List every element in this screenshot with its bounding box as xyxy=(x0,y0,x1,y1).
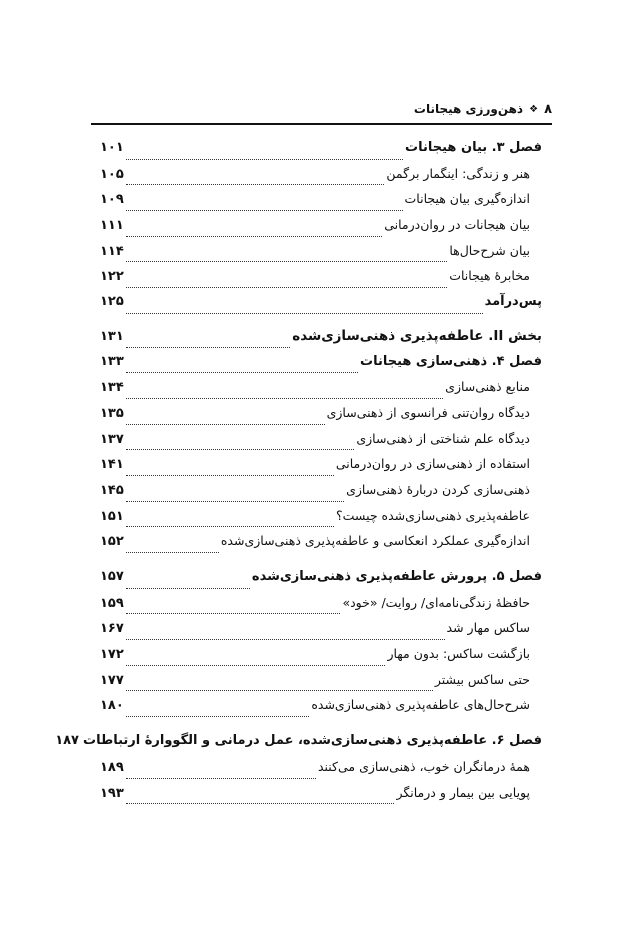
toc-entry-page: ۱۳۷ xyxy=(100,431,124,447)
toc-section-entry xyxy=(100,697,542,723)
toc-entry-page: ۱۲۲ xyxy=(100,269,124,285)
toc-entry-page: ۱۰۹ xyxy=(100,192,124,208)
toc-entry-title: ساکس مهار شد xyxy=(446,620,530,636)
toc-section-entry xyxy=(100,672,542,698)
toc-entry-page: ۱۳۴ xyxy=(100,380,124,396)
dot-leader xyxy=(126,525,334,527)
dot-leader xyxy=(126,689,433,691)
toc-entry-title: حتی ساکس بیشتر xyxy=(434,671,530,687)
toc-section-entry xyxy=(100,533,542,559)
dot-leader xyxy=(126,664,386,666)
toc-entry-title: پویایی بین بیمار و درمانگر xyxy=(396,784,530,800)
toc-entry-page: ۱۴۵ xyxy=(100,482,124,498)
table-of-contents xyxy=(55,140,542,810)
dot-leader xyxy=(126,209,403,211)
dot-leader xyxy=(126,183,385,185)
toc-section-entry xyxy=(100,620,542,646)
toc-section-entry xyxy=(100,482,542,508)
toc-entry-title: دیدگاه روان‌تنی فرانسوی از ذهنی‌سازی xyxy=(326,404,530,420)
dot-leader xyxy=(126,371,358,373)
toc-entry-title: فصل ۵. پرورش عاطفه‌پذیری ذهنی‌سازی‌شده xyxy=(251,569,542,584)
toc-entry-title: بیان شرح‌حال‌ها xyxy=(449,242,530,258)
toc-section-entry xyxy=(100,595,542,621)
toc-group-chapter-5 xyxy=(100,569,542,723)
toc-entry-title: اندازه‌گیری عملکرد انعکاسی و عاطفه‌پذیری ذهنی‌سازی‌شده xyxy=(220,533,530,549)
toc-section-entry xyxy=(100,646,542,672)
toc-section-entry xyxy=(100,243,542,269)
toc-entry-page: ۱۸۰ xyxy=(100,698,124,714)
toc-group-chapter-6 xyxy=(55,733,542,810)
toc-section-entry xyxy=(100,785,542,811)
toc-entry-page: ۱۵۱ xyxy=(100,508,124,524)
toc-entry-title: فصل ۴. ذهنی‌سازی هیجانات xyxy=(360,353,542,369)
toc-entry-title: حافظهٔ زندگی‌نامه‌ای/ روایت/ «خود» xyxy=(342,594,530,610)
toc-entry-title: بیان هیجانات در روان‌درمانی xyxy=(384,217,530,233)
toc-entry-page: ۱۲۵ xyxy=(100,294,124,310)
toc-entry-title: هنر و زندگی: اینگمار برگمن xyxy=(386,165,530,181)
dot-leader xyxy=(126,715,310,717)
toc-entry-page: ۱۸۷ xyxy=(55,733,79,749)
toc-entry-title: منابع ذهنی‌سازی xyxy=(445,379,530,395)
toc-entry-page: ۱۳۵ xyxy=(100,405,124,421)
dot-leader xyxy=(126,423,325,425)
dot-leader xyxy=(126,235,382,237)
toc-entry-title: بخش II. عاطفه‌پذیری ذهنی‌سازی‌شده xyxy=(292,327,542,344)
toc-section-entry xyxy=(100,759,542,785)
toc-part-entry xyxy=(100,328,542,354)
dot-leader xyxy=(126,448,355,450)
diamond-icon: ❖ xyxy=(529,103,539,115)
toc-section-entry xyxy=(100,405,542,431)
dot-leader xyxy=(126,500,344,502)
toc-entry-title: فصل ۶. عاطفه‌پذیری ذهنی‌سازی‌شده، عمل درمانی و الگووارهٔ ارتباطات xyxy=(83,733,542,749)
toc-entry-title: بازگشت ساکس: بدون مهار xyxy=(387,646,530,662)
toc-section-entry xyxy=(100,268,542,294)
toc-entry-page: ۱۷۲ xyxy=(100,647,124,663)
toc-entry-page: ۱۳۱ xyxy=(100,328,124,344)
toc-entry-title: فصل ۳. بیان هیجانات xyxy=(405,140,542,155)
toc-entry-page: ۱۹۳ xyxy=(100,785,124,801)
dot-leader xyxy=(126,587,250,589)
toc-group-part-2 xyxy=(100,328,542,559)
toc-chapter-entry xyxy=(100,569,542,595)
toc-entry-page: ۱۶۷ xyxy=(100,621,124,637)
toc-entry-title: اندازه‌گیری بیان هیجانات xyxy=(404,191,530,207)
toc-entry-page: ۱۱۱ xyxy=(100,218,124,234)
header-rule xyxy=(91,123,552,125)
toc-chapter-entry xyxy=(100,354,542,380)
toc-section-entry xyxy=(100,379,542,405)
dot-leader xyxy=(126,260,448,262)
running-head xyxy=(91,96,552,122)
book-title: ذهن‌ورزی هیجانات xyxy=(413,102,524,116)
toc-section-entry xyxy=(100,166,542,192)
toc-chapter-entry xyxy=(100,140,542,166)
toc-chapter-entry xyxy=(55,733,542,759)
dot-leader xyxy=(126,158,403,160)
toc-entry-page: ۱۵۲ xyxy=(100,534,124,550)
toc-section-entry xyxy=(100,217,542,243)
toc-entry-title: ذهنی‌سازی کردن دربارهٔ ذهنی‌سازی xyxy=(346,481,530,497)
toc-entry-title: دیدگاه علم شناختی از ذهنی‌سازی xyxy=(356,430,530,446)
toc-entry-page: ۱۵۷ xyxy=(100,569,124,584)
toc-section-entry xyxy=(100,508,542,534)
toc-entry-title: همهٔ درمانگران خوب، ذهنی‌سازی می‌کنند xyxy=(317,758,530,774)
toc-entry-page: ۱۸۹ xyxy=(100,759,124,775)
toc-entry-title: شرح‌حال‌های عاطفه‌پذیری ذهنی‌سازی‌شده xyxy=(311,697,530,713)
toc-chapter-entry xyxy=(100,294,542,320)
toc-entry-page: ۱۴۱ xyxy=(100,457,124,473)
toc-entry-page: ۱۱۴ xyxy=(100,243,124,259)
dot-leader xyxy=(126,802,395,804)
dot-leader xyxy=(126,551,219,553)
dot-leader xyxy=(126,397,443,399)
toc-entry-page: ۱۳۳ xyxy=(100,353,124,369)
toc-section-entry xyxy=(100,431,542,457)
dot-leader xyxy=(126,638,445,640)
dot-leader xyxy=(126,286,447,288)
dot-leader xyxy=(126,612,341,614)
dot-leader xyxy=(126,346,290,348)
toc-entry-page: ۱۵۹ xyxy=(100,595,124,611)
page-number: ۸ xyxy=(544,101,552,117)
toc-entry-title: پس‌درآمد xyxy=(484,294,542,310)
toc-entry-page: ۱۰۵ xyxy=(100,166,124,182)
toc-entry-title: مخابرهٔ هیجانات xyxy=(449,268,530,284)
toc-section-entry xyxy=(100,456,542,482)
toc-entry-title: عاطفه‌پذیری ذهنی‌سازی‌شده چیست؟ xyxy=(336,507,530,523)
toc-entry-page: ۱۰۱ xyxy=(100,140,124,155)
toc-section-entry xyxy=(100,191,542,217)
toc-group-chapter-3 xyxy=(100,140,542,320)
dot-leader xyxy=(126,312,483,314)
toc-entry-title: استفاده از ذهنی‌سازی در روان‌درمانی xyxy=(335,456,530,472)
dot-leader xyxy=(126,474,334,476)
dot-leader xyxy=(126,777,316,779)
toc-entry-page: ۱۷۷ xyxy=(100,672,124,688)
